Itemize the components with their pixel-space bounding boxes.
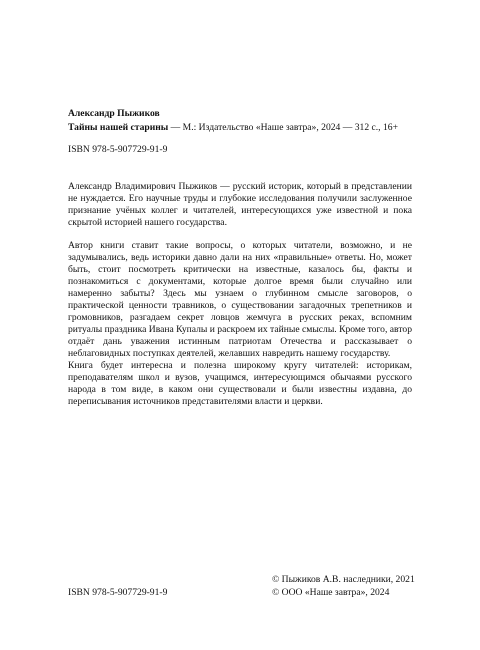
copyright-line-author: © Пыжиков А.В. наследники, 2021 (272, 574, 415, 585)
footer-isbn: ISBN 978-5-907729-91-9 (68, 587, 168, 598)
copyright-notices (272, 573, 415, 599)
annotation-paragraph-3: Книга будет интересна и полезна широкому кругу читателей: историкам, преподавателям школ и вузов, учащимся, интересующимся обычаями русского народа в том виде, в каком они существовали и были известны издавна, до переписывания источников представителями власти и церкви. (68, 360, 412, 407)
annotation-paragraph-1: Александр Владимирович Пыжиков — русский историк, который в представлении не нуждается. Его научные труды и глубокие исследования получили заслуженное признание учёных коллег и читателей, интересующихся уже известной и пока скрытой историей нашего государства. (68, 181, 412, 228)
title-line (68, 121, 418, 135)
copyright-line-publisher: © ООО «Наше завтра», 2024 (272, 587, 390, 598)
annotation-paragraph-2: Автор книги ставит такие вопросы, о которых читатели, возможно, и не задумывались, ведь историки давно дали на них «правильные» ответы. Но, может быть, стоит посмотреть критически на известные, казалось бы, факты и познакомиться с документами, которые долгое время были случайно или намеренно забыты? Здесь мы узнаем о глубинном смысле заговоров, о практической ценности травников, о существовании загадочных трепетников и громовников, разгадаем секрет ловцов жемчуга в русских реках, вспомним ритуалы праздника Ивана Купалы и раскроем их тайные смыслы. Кроме того, автор отдаёт дань уважения истинным патриотам Отечества и рассказывает о неблаговидных поступках деятелей, желавших навредить нашему государству. (68, 240, 412, 359)
author-name: Александр Пыжиков (68, 108, 160, 119)
book-title: Тайны нашей старины (68, 122, 169, 133)
annotation (68, 181, 412, 408)
isbn-top: ISBN 978-5-907729-91-9 (68, 144, 168, 155)
imprint: — М.: Издательство «Наше завтра», 2024 — 312 с., 16+ (168, 122, 398, 133)
bibliographic-record (68, 107, 418, 135)
